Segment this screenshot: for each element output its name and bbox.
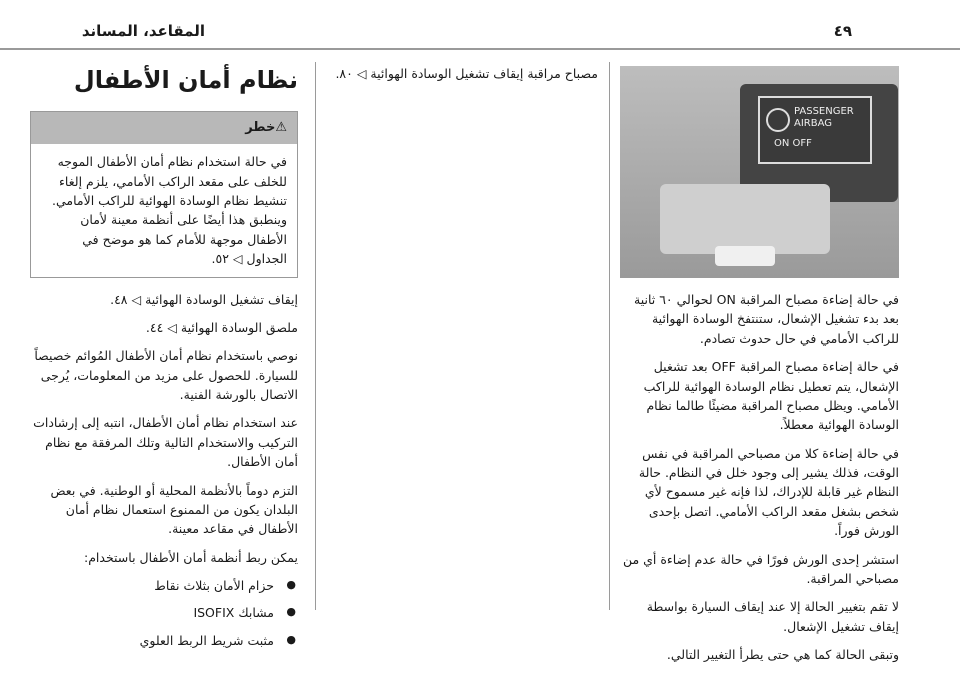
paragraph: ملصق الوسادة الهوائية ◁ ٤٤. [145,319,298,335]
paragraph: وتبقى الحالة كما هي حتى يطرأ التغيير التالي. [666,647,899,662]
list-item: ● حزام الأمان بثلاث نقاط [30,576,298,595]
paragraph: إيقاف تشغيل الوسادة الهوائية ◁ ٤٨. [110,291,298,307]
console-base [660,184,830,254]
airbag-off-icon [766,108,790,132]
list-item: ● مثبت شريط الربط العلوي [30,631,298,650]
column-divider-right [609,62,610,610]
paragraph: التزم دوماً بالأنظمة المحلية أو الوطنية. في بعض البلدان يكون من الممنوع استعمال نظام أمان الأطفال في مقاعد معينة. [50,482,298,537]
page-header [0,22,960,48]
column-divider-left [315,62,316,610]
paragraph: في حالة إضاءة كلا من مصباحي المراقبة في نفس الوقت، فذلك يشير إلى وجود خلل في النظام. حالة النظام غير قابلة للإدراك، لذا فإنه غير مسموح لأي شخص بشغل مقعد الراكب الأمامي. اتصل بإحدى الورش فوراً. [638,445,899,539]
warning-heading: ⚠خطر [31,112,297,144]
dome-light [715,246,775,266]
cross-reference: مصباح مراقبة إيقاف تشغيل الوسادة الهوائية ◁ ٨٠. [335,66,598,81]
list-item: ● مشابك ISOFIX [30,603,298,622]
paragraph: لا تقم بتغيير الحالة إلا عند إيقاف السيارة بواسطة إيقاف تشغيل الإشعال. [646,599,899,634]
airbag-status-display [758,96,872,164]
paragraph: عند استخدام نظام أمان الأطفال، انتبه إلى إرشادات التركيب والاستخدام التالية وتلك المرفقة مع نظام أمان الأطفال. [33,415,298,470]
warning-box [30,111,298,277]
middle-column [330,64,598,92]
warning-body: في حالة استخدام نظام أمان الأطفال الموجه للخلف على مقعد الراكب الأمامي، يلزم إلغاء تنشيط نظام الوسادة الهوائية للراكب الأمامي. وينطبق هذا أيضًا على أنظمة معينة لأمان الأطفال موجهة للأمام كما هو موضح في الجداول ◁ ٥٢. [52,154,287,267]
airbag-label-line2: AIRBAG [794,118,833,129]
airbag-label-line1: PASSENGER [794,106,854,117]
paragraph: استشر إحدى الورش فورًا في حالة عدم إضاءة أي من مصباحي المراقبة. [622,551,899,586]
paragraph: نوصي باستخدام نظام أمان الأطفال المُوائم خصيصاً للسيارة. للحصول على مزيد من المعلومات، يُرجى الاتصال بالورشة الفنية. [34,348,298,403]
header-divider [0,48,960,50]
left-column [30,62,298,658]
airbag-indicator-photo [620,66,899,278]
right-column [620,290,899,673]
paragraph: في حالة إضاءة مصباح المراقبة ON لحوالي ٦٠ ثانية بعد بدء تشغيل الإشعال، ستنتفخ الوسادة الهوائية للراكب الأمامي في حال حدوث تصادم. [634,292,899,346]
section-title: المقاعد، المساند [81,22,205,40]
bullet-list [30,576,298,650]
on-off-label: ON OFF [774,138,812,149]
paragraph: في حالة إضاءة مصباح المراقبة OFF بعد تشغيل الإشعال، يتم تعطيل نظام الوسادة الهوائية للراكب الأمامي. ويظل مصباح المراقبة مضيئًا طالما نظام الوسادة الهوائية معطلاً. [643,359,899,433]
main-title: نظام أمان الأطفال [73,66,298,94]
paragraph: يمكن ربط أنظمة أمان الأطفال باستخدام: [83,549,298,565]
page-number: ٤٩ [833,22,852,40]
